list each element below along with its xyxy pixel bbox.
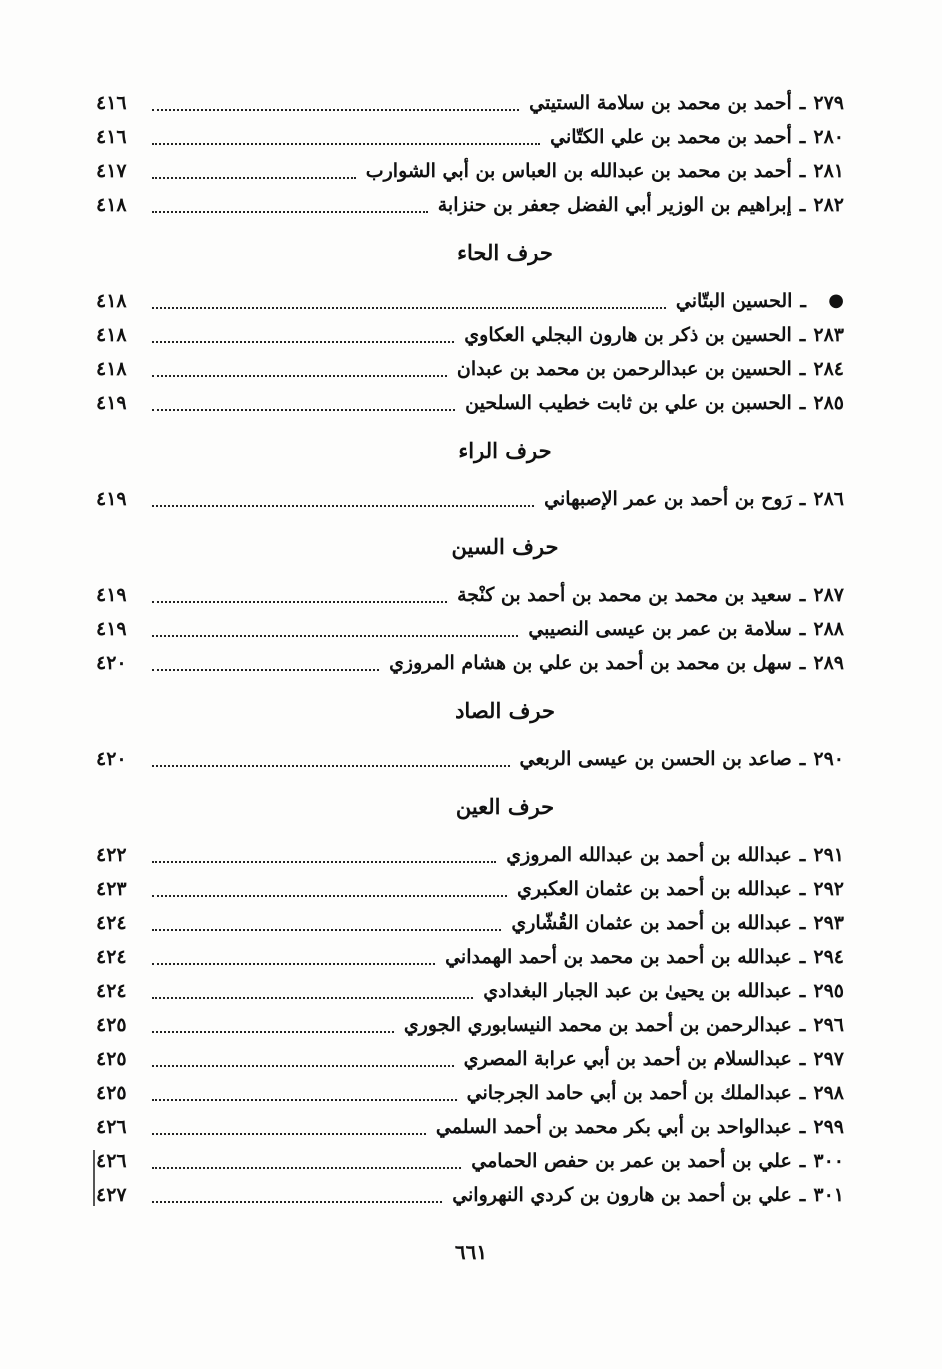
entry-separator: ـ [799, 392, 806, 414]
entry-page-number: ٤٢٠ [96, 748, 127, 770]
entry-number: ٢٨٧ [813, 584, 844, 606]
entry-number: ٣٠١ [813, 1184, 844, 1206]
entry-name: علي بن أحمد بن هارون بن كردي النهرواني [452, 1184, 792, 1206]
entry-page-number: ٤٢٤ [96, 946, 127, 968]
entry-number: ٢٨٢ [813, 194, 844, 216]
index-entry [96, 154, 844, 188]
dot-leader [152, 1166, 461, 1169]
entry-page-number: ٤٢٦ [96, 1150, 127, 1172]
dot-leader [152, 108, 519, 111]
entry-page-number: ٤١٦ [96, 126, 127, 148]
entry-name: الحسين بن ذكر بن هارون البجلي العكاوي [464, 324, 792, 346]
bullet-icon: ● [828, 290, 844, 311]
entry-separator: ـ [799, 844, 806, 866]
entry-number: ٢٩٩ [813, 1116, 844, 1138]
entry-separator: ـ [799, 618, 806, 640]
entry-separator: ـ [799, 92, 806, 114]
entry-name: أحمد بن محمد بن عبدالله بن العباس بن أبي الشوارب [365, 160, 792, 182]
index-entry [96, 646, 844, 680]
entry-page-number: ٤٢٧ [96, 1184, 127, 1206]
entry-name: الحسين بن عبدالرحمن بن محمد بن عبدان [456, 358, 792, 380]
entry-number: ٢٩٨ [813, 1082, 844, 1104]
index-entry [96, 872, 844, 906]
entry-page-number: ٤٢٠ [96, 652, 127, 674]
entry-number: ٢٨٠ [813, 126, 844, 148]
entry-page-number: ٤١٩ [96, 618, 127, 640]
entry-separator: ـ [799, 1014, 806, 1036]
index-entry [96, 86, 844, 120]
entry-separator: ـ [799, 946, 806, 968]
margin-mark [93, 1150, 95, 1206]
entry-separator: ـ [799, 1150, 806, 1172]
dot-leader [152, 764, 510, 767]
index-entry [96, 120, 844, 154]
entry-name: أحمد بن محمد بن علي الكتّاني [550, 126, 792, 148]
entry-name: علي بن أحمد بن عمر بن حفص الحمامي [471, 1150, 792, 1172]
dot-leader [152, 962, 435, 965]
index-entry [96, 612, 844, 646]
dot-leader [152, 176, 356, 179]
index-entry [96, 318, 844, 352]
entry-name: سلامة بن عمر بن عيسى النصيبي [528, 618, 792, 640]
dot-leader [152, 340, 454, 343]
dot-leader [152, 1064, 454, 1067]
index-entry [96, 1076, 844, 1110]
entry-separator: ـ [799, 126, 806, 148]
entry-page-number: ٤١٩ [96, 488, 127, 510]
index-entry [96, 1144, 844, 1178]
entry-number: ٢٩٧ [813, 1048, 844, 1070]
index-entry [96, 838, 844, 872]
entry-page-number: ٤٢٤ [96, 912, 127, 934]
entry-page-number: ٤٢٥ [96, 1082, 127, 1104]
dot-leader [152, 1132, 426, 1135]
entry-name: عبدالله بن يحيىٰ بن عبد الجبار البغدادي [483, 980, 792, 1002]
index-entry [96, 1042, 844, 1076]
entry-page-number: ٤١٩ [96, 584, 127, 606]
index-entry [96, 974, 844, 1008]
dot-leader [152, 374, 447, 377]
entry-page-number: ٤١٨ [96, 194, 127, 216]
entry-page-number: ٤١٨ [96, 290, 127, 312]
entry-separator: ـ [799, 324, 806, 346]
index-entry [96, 1110, 844, 1144]
dot-leader [152, 306, 666, 309]
dot-leader [152, 894, 507, 897]
entry-number: ٢٩٠ [813, 748, 844, 770]
entry-number: ٣٠٠ [813, 1150, 844, 1172]
entry-number: ٢٩٤ [813, 946, 844, 968]
entry-number: ٢٨٨ [813, 618, 844, 640]
entry-name: صاعد بن الحسن بن عيسى الربعي [519, 748, 792, 770]
index-entry [96, 482, 844, 516]
dot-leader [152, 928, 501, 931]
entry-separator: ـ [799, 1048, 806, 1070]
entry-page-number: ٤١٨ [96, 358, 127, 380]
index-entry [96, 940, 844, 974]
index-entry [96, 1178, 844, 1212]
entry-name: عبدالرحمن بن أحمد بن محمد النيسابوري الجوري [403, 1014, 792, 1036]
dot-leader [152, 634, 518, 637]
entry-separator: ـ [799, 980, 806, 1002]
entry-number: ٢٨٣ [813, 324, 844, 346]
section-heading: حرف الراء [458, 438, 552, 463]
entry-separator: ـ [799, 912, 806, 934]
entry-page-number: ٤٢٦ [96, 1116, 127, 1138]
entry-name: سهل بن محمد بن أحمد بن علي بن هشام المروزي [389, 652, 792, 674]
entry-name: عبدالملك بن أحمد بن أبي حامد الجرجاني [466, 1082, 792, 1104]
dot-leader [152, 1098, 457, 1101]
entry-name: عبدالله بن أحمد بن عثمان العكبري [517, 878, 792, 900]
entry-separator: ـ [799, 160, 806, 182]
entry-page-number: ٤٢٥ [96, 1048, 127, 1070]
index-entry [96, 386, 844, 420]
index-entry [96, 1008, 844, 1042]
entry-separator: ـ [800, 290, 806, 312]
entry-name: الحسين البتّاني [675, 290, 793, 312]
index-entry [96, 284, 844, 318]
dot-leader [152, 668, 379, 671]
entry-page-number: ٤١٩ [96, 392, 127, 414]
section-heading: حرف الصاد [455, 698, 555, 723]
entry-number: ٢٩١ [813, 844, 844, 866]
entry-separator: ـ [799, 748, 806, 770]
index-entry [96, 578, 844, 612]
dot-leader [152, 504, 534, 507]
entry-name: سعيد بن محمد بن محمد بن أحمد بن كنْجة [457, 584, 792, 606]
dot-leader [152, 600, 447, 603]
dot-leader [152, 860, 496, 863]
index-entry [96, 352, 844, 386]
dot-leader [152, 408, 455, 411]
index-entry [96, 742, 844, 776]
entry-page-number: ٤٢٣ [96, 878, 127, 900]
dot-leader [152, 1200, 442, 1203]
index-list [96, 86, 844, 1212]
entry-separator: ـ [799, 1184, 806, 1206]
section-heading: حرف العين [455, 794, 555, 819]
entry-number: ٢٨٥ [813, 392, 844, 414]
entry-name: عبدالسلام بن أحمد بن أبي عرابة المصري [463, 1048, 792, 1070]
dot-leader [152, 996, 473, 999]
entry-page-number: ٤١٨ [96, 324, 127, 346]
section-heading: حرف السين [451, 534, 559, 559]
entry-page-number: ٤٢٥ [96, 1014, 127, 1036]
entry-number: ٢٩٣ [813, 912, 844, 934]
entry-separator: ـ [799, 1082, 806, 1104]
entry-number: ٢٩٦ [813, 1014, 844, 1036]
entry-number: ٢٩٢ [813, 878, 844, 900]
entry-number: ٢٩٥ [813, 980, 844, 1002]
entry-number: ٢٨٤ [813, 358, 844, 380]
entry-name: عبدالله بن أحمد بن عثمان القُشّاري [511, 912, 792, 934]
entry-number: ٢٨١ [813, 160, 844, 182]
entry-number: ٢٨٩ [813, 652, 844, 674]
section-heading: حرف الحاء [457, 240, 553, 265]
entry-name: أحمد بن محمد بن سلامة الستيتي [529, 92, 792, 114]
dot-leader [152, 210, 428, 213]
entry-separator: ـ [799, 1116, 806, 1138]
entry-separator: ـ [799, 878, 806, 900]
entry-name: عبدالله بن أحمد بن عبدالله المروزي [506, 844, 792, 866]
index-entry [96, 188, 844, 222]
entry-name: عبدالله بن أحمد بن محمد بن أحمد الهمداني [445, 946, 792, 968]
entry-name: إبراهيم بن الوزير أبي الفضل جعفر بن حنزابة [437, 194, 792, 216]
page-number: ٦٦١ [454, 1240, 488, 1264]
entry-separator: ـ [799, 488, 806, 510]
entry-page-number: ٤٢٢ [96, 844, 127, 866]
dot-leader [152, 142, 540, 145]
entry-name: رَوح بن أحمد بن عمر الإصبهاني [544, 488, 792, 510]
entry-page-number: ٤١٧ [96, 160, 127, 182]
entry-separator: ـ [799, 194, 806, 216]
entry-separator: ـ [799, 584, 806, 606]
entry-number: ٢٨٦ [813, 488, 844, 510]
entry-number: ٢٧٩ [813, 92, 844, 114]
entry-separator: ـ [799, 652, 806, 674]
entry-separator: ـ [799, 358, 806, 380]
entry-name: الحسبن بن علي بن ثابت خطيب السلحين [465, 392, 792, 414]
entry-page-number: ٤١٦ [96, 92, 127, 114]
index-entry [96, 906, 844, 940]
dot-leader [152, 1030, 394, 1033]
entry-name: عبدالواحد بن أبي بكر محمد بن أحمد السلمي [435, 1116, 792, 1138]
entry-page-number: ٤٢٤ [96, 980, 127, 1002]
